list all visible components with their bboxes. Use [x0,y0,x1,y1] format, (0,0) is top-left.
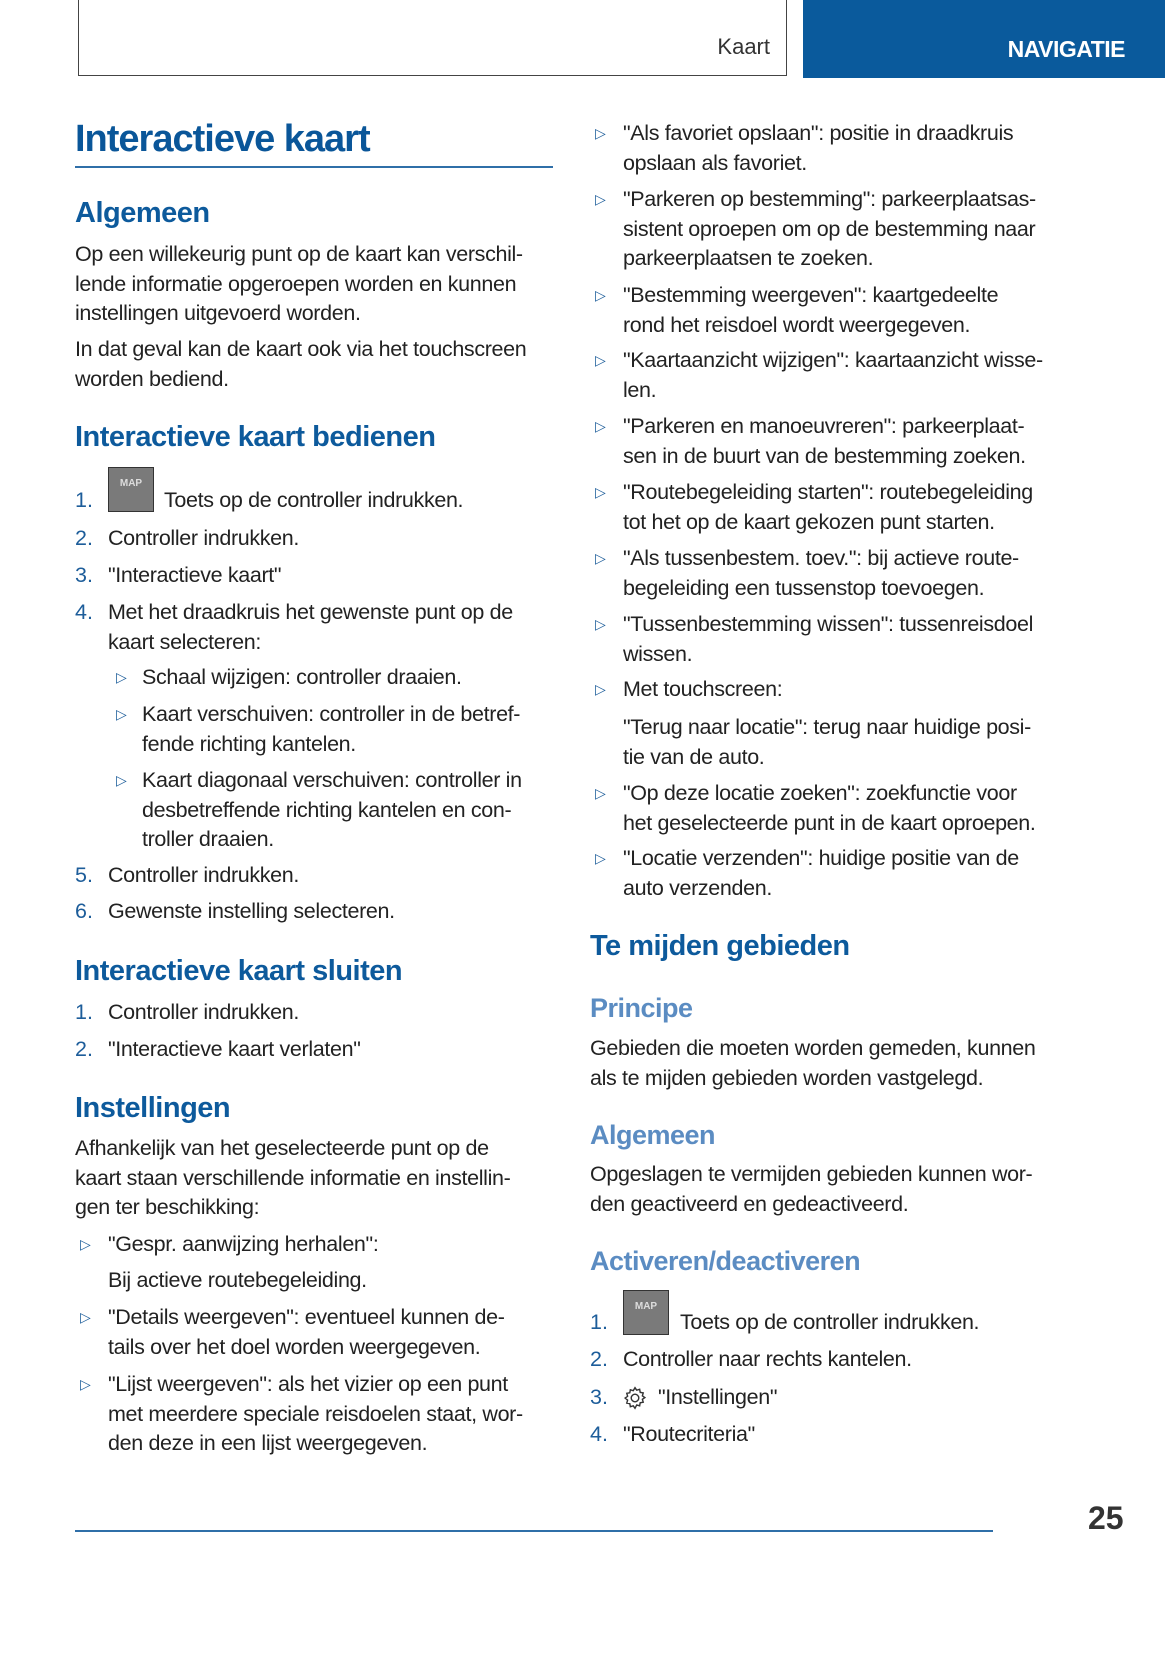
bullet-triangle-icon: ▷ [116,706,127,722]
list-item: Met touchscreen: [623,677,783,701]
step-number: 2. [590,1347,608,1371]
heading-algemeen: Algemeen [75,197,210,229]
header-section-title: Kaart [717,34,770,59]
sub-item-text: Schaal wijzigen: controller draaien. [142,665,462,689]
list-item: "Als favoriet opslaan": positie in draadkruis opslaan als favoriet. [623,121,1014,175]
heading-instellingen: Instellingen [75,1092,231,1124]
step-text: "Interactieve kaart verlaten" [108,1037,361,1061]
step-number: 1. [75,488,93,512]
heading-bedienen: Interactieve kaart bedienen [75,421,436,453]
step-number: 5. [75,863,93,887]
bullet-triangle-icon: ▷ [595,850,606,866]
page-title: Interactieve kaart [75,118,370,160]
page-number: 25 [1088,1500,1124,1536]
bullet-triangle-icon: ▷ [595,484,606,500]
list-item-note: "Terug naar locatie": terug naar huidige posi- tie van de auto. [623,715,1031,769]
heading-te-mijden-gebieden: Te mijden gebieden [590,930,850,962]
step-text: Gewenste instelling selecteren. [108,899,395,923]
bullet-triangle-icon: ▷ [116,772,127,788]
list-item: "Details weergeven": eventueel kunnen de- tails over het doel worden weergegeven. [108,1305,505,1359]
bullet-triangle-icon: ▷ [595,785,606,801]
heading-algemeen-mijden: Algemeen [590,1120,716,1150]
bullet-triangle-icon: ▷ [595,616,606,632]
step-text: Controller indrukken. [108,1000,300,1024]
bullet-triangle-icon: ▷ [80,1309,91,1325]
step-number: 2. [75,526,93,550]
bullet-triangle-icon: ▷ [116,669,127,685]
step-number: 1. [75,1000,93,1024]
bullet-triangle-icon: ▷ [595,352,606,368]
header-chapter-tab [803,0,1165,78]
list-item: "Als tussenbestem. toev.": bij actieve route- begeleiding een tussenstop toevoegen. [623,546,1019,600]
bullet-triangle-icon: ▷ [595,681,606,697]
bullet-triangle-icon: ▷ [595,550,606,566]
list-item: "Parkeren op bestemming": parkeerplaatsas- sistent oproepen om op de bestemming naar parkeerplaatsen te zoeken. [623,187,1036,270]
gear-icon [622,1385,648,1411]
map-button-icon: MAP [623,1290,669,1335]
list-item: "Routebegeleiding starten": routebegeleiding tot het op de kaart gekozen punt starten. [623,480,1033,534]
step-text: "Interactieve kaart" [108,563,282,587]
list-item: "Lijst weergeven": als het vizier op een punt met meerdere speciale reisdoelen staat, wor- den deze in een lijst weergegeven. [108,1372,523,1455]
list-item: "Locatie verzenden": huidige positie van de auto verzenden. [623,846,1019,900]
title-divider [75,166,553,168]
step-number: 4. [75,600,93,624]
list-item: "Kaartaanzicht wijzigen": kaartaanzicht wisse- len. [623,348,1043,402]
step-number: 2. [75,1037,93,1061]
list-item-note: Bij actieve routebegeleiding. [108,1268,367,1292]
heading-principe: Principe [590,993,693,1023]
step-text: "Instellingen" [658,1385,778,1409]
step-text: Controller indrukken. [108,526,300,550]
paragraph: Op een willekeurig punt op de kaart kan verschil- lende informatie opgeroepen worden en kunnen instellingen uitgevoerd worden. [75,242,523,325]
header-chapter-title: NAVIGATIE [1007,36,1125,62]
map-button-icon: MAP [108,467,154,512]
heading-sluiten: Interactieve kaart sluiten [75,955,403,987]
heading-activeren: Activeren/deactiveren [590,1246,861,1276]
header-section-box [78,0,787,76]
bullet-triangle-icon: ▷ [80,1236,91,1252]
step-text: Met het draadkruis het gewenste punt op de kaart selecteren: [108,600,513,654]
list-item: "Bestemming weergeven": kaartgedeelte rond het reisdoel wordt weergegeven. [623,283,999,337]
step-number: 3. [590,1385,608,1409]
bullet-triangle-icon: ▷ [595,125,606,141]
footer-divider [75,1530,993,1532]
list-item: "Op deze locatie zoeken": zoekfunctie voor het geselecteerde punt in de kaart oproepen. [623,781,1036,835]
step-text: Controller naar rechts kantelen. [623,1347,912,1371]
bullet-triangle-icon: ▷ [80,1376,91,1392]
list-item: "Gespr. aanwijzing herhalen": [108,1232,379,1256]
paragraph: Afhankelijk van het geselecteerde punt op de kaart staan verschillende informatie en instellin- gen ter beschikking: [75,1136,511,1219]
paragraph: Gebieden die moeten worden gemeden, kunnen als te mijden gebieden worden vastgelegd. [590,1036,1036,1090]
step-text: Controller indrukken. [108,863,300,887]
step-text: Toets op de controller indrukken. [680,1310,980,1334]
step-text: Toets op de controller indrukken. [164,488,464,512]
step-text: "Routecriteria" [623,1422,755,1446]
bullet-triangle-icon: ▷ [595,418,606,434]
list-item: "Parkeren en manoeuvreren": parkeerplaat- sen in de buurt van de bestemming zoeken. [623,414,1026,468]
sub-item-text: Kaart diagonaal verschuiven: controller in desbetreffende richting kantelen en con- troller draaien. [142,768,522,851]
step-number: 6. [75,899,93,923]
sub-item-text: Kaart verschuiven: controller in de betref- fende richting kantelen. [142,702,521,756]
step-number: 1. [590,1310,608,1334]
step-number: 4. [590,1422,608,1446]
step-number: 3. [75,563,93,587]
list-item: "Tussenbestemming wissen": tussenreisdoel wissen. [623,612,1034,666]
bullet-triangle-icon: ▷ [595,287,606,303]
bullet-triangle-icon: ▷ [595,191,606,207]
paragraph: Opgeslagen te vermijden gebieden kunnen wor- den geactiveerd en gedeactiveerd. [590,1162,1033,1216]
paragraph: In dat geval kan de kaart ook via het touchscreen worden bediend. [75,337,527,391]
